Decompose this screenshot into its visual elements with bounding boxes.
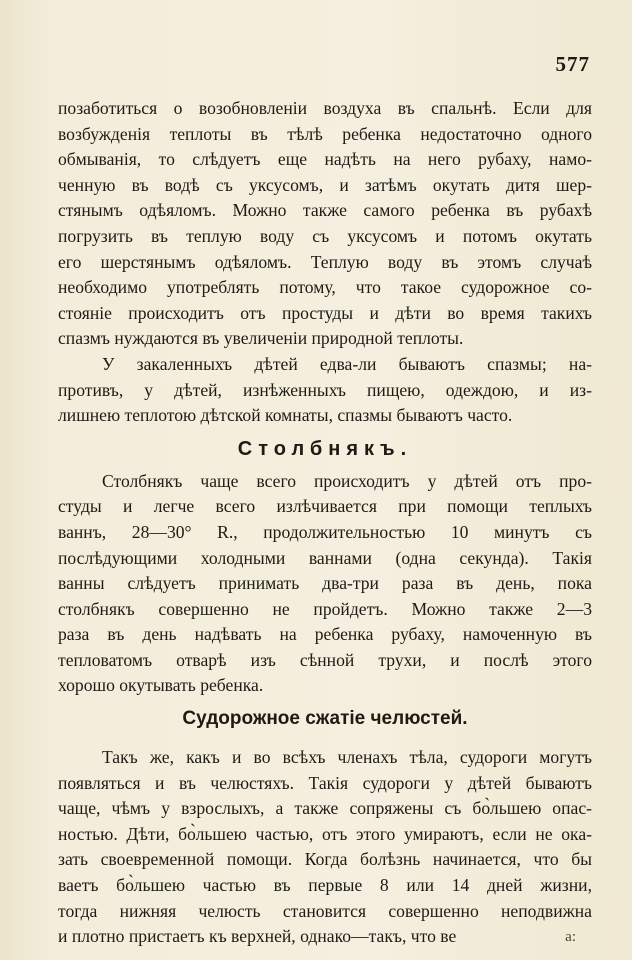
text-line: зать своевременной помощи. Когда болѣзнь начинается, что бы — [58, 849, 592, 870]
text-line: хорошо окутывать ребенка. — [58, 675, 264, 696]
text-line: чаще, чѣмъ у взрослыхъ, а также сопряжены съ бо̀льшею опас- — [58, 798, 592, 819]
text-line: раза въ день надѣвать на ребенка рубаху, намоченную въ — [58, 624, 592, 645]
text-line: Столбнякъ чаще всего происходитъ у дѣтей отъ про- — [102, 470, 592, 491]
section-heading-tetanus: Столбнякъ. — [237, 437, 413, 460]
text-line: погрузить въ теплую воду съ уксусомъ и потомъ окутать — [58, 225, 592, 246]
text-line: Такъ же, какъ и во всѣхъ членахъ тѣла, судороги могутъ — [102, 747, 592, 768]
page-number: 577 — [555, 52, 590, 76]
paragraph-3 — [58, 469, 592, 699]
text-line: ваннъ, 28—30° R., продолжительностью 10 минутъ съ — [58, 521, 592, 542]
text-line: тогда нижняя челюсть становится совершенно неподвижна — [58, 900, 592, 921]
text-line: ченную въ водѣ съ уксусомъ, и затѣмъ окутать дитя шер- — [58, 174, 592, 195]
text-line: лишнею теплотою дѣтской комнаты, спазмы бываютъ часто. — [58, 405, 513, 426]
text-line: стянымъ одѣяломъ. Можно также самого ребенка въ рубахѣ — [58, 200, 592, 221]
text-line: спазмъ нуждаются въ увеличеніи природной теплоты. — [58, 328, 464, 349]
text-line: появляться и въ челюстяхъ. Такія судороги у дѣтей бываютъ — [58, 772, 592, 793]
text-line: послѣдующими холодными ваннами (одна секунда). Такія — [58, 547, 592, 568]
text-line: стояніе происходитъ отъ простуды и дѣти во время такихъ — [58, 302, 592, 323]
paragraph-4 — [58, 745, 592, 950]
text-line: студы и легче всего излѣчивается при помощи теплыхъ — [58, 496, 592, 517]
signature-mark: а: — [565, 929, 576, 945]
text-line: противъ, у дѣтей, изнѣженныхъ пищею, одеждою, и из- — [58, 379, 592, 400]
text-line: необходимо употреблять потому, что такое судорожное со- — [58, 277, 592, 298]
text-line: и плотно пристаетъ къ верхней, однако—такъ, что ве — [58, 926, 457, 947]
text-line: позаботиться о возобновленіи воздуха въ спальнѣ. Если для — [58, 98, 592, 118]
page-text — [58, 96, 592, 950]
text-line: тепловатомъ отварѣ изъ сѣнной трухи, и послѣ этого — [58, 649, 592, 670]
paragraph-1 — [58, 96, 592, 352]
section-heading-jaw-spasm: Судорожное сжатіе челюстей. — [182, 708, 468, 730]
text-line: возбужденія теплоты въ тѣлѣ ребенка недостаточно одного — [58, 123, 592, 144]
text-line: его шерстянымъ одѣяломъ. Теплую воду въ этомъ случаѣ — [58, 251, 592, 272]
text-line: ностью. Дѣти, бо̀льшею частью, отъ этого умираютъ, если не ока- — [58, 823, 592, 844]
text-line: У закаленныхъ дѣтей едва-ли бываютъ спазмы; на- — [102, 353, 592, 374]
text-line: обмыванія, то слѣдуетъ еще надѣть на него рубаху, намо- — [58, 149, 592, 170]
paragraph-2 — [58, 352, 592, 429]
text-line: ванны слѣдуетъ принимать два-три раза въ день, пока — [58, 573, 592, 594]
text-line: столбнякъ совершенно не пройдетъ. Можно также 2—3 — [58, 598, 592, 619]
text-line: ваетъ бо̀льшею частью въ первые 8 или 14 дней жизни, — [58, 875, 592, 896]
